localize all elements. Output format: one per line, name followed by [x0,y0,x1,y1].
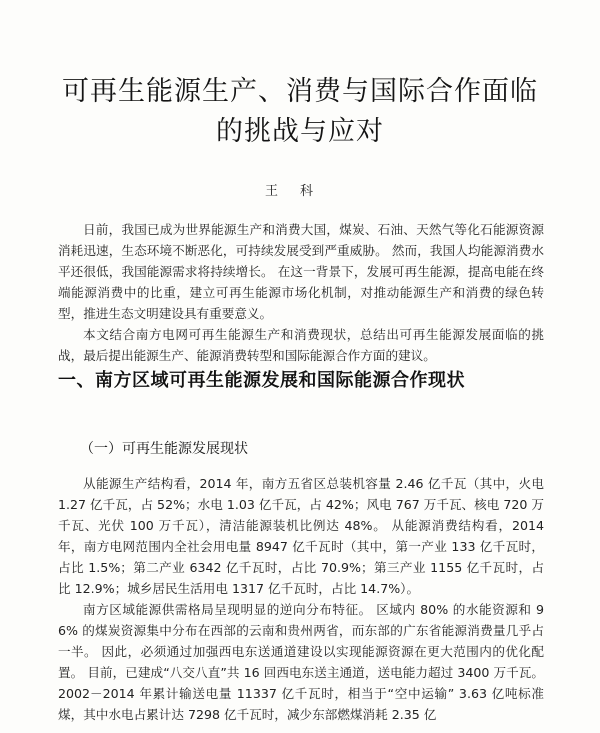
subsection-heading: （一）可再生能源发展现状 [80,441,248,457]
article-title-line-1: 可再生能源生产、消费与国际合作面临 [62,76,538,107]
body-paragraph-2: 南方区域能源供需格局呈现明显的逆向分布特征。 区域内 80% 的水能资源和 96% 的煤炭资源集中分布在西部的云南和贵州两省，而东部的广东省能源消费量几乎占一半。 因此，必须通过加强西电东送通道建设以实现能源资源在更大范围内的优化配置。 目前，已建成“八交八直”共 16 回西电东送主通道，送电能力超过 3400 万千瓦。 2002－2014 年累计输送电量 11337 亿千瓦时，相当于“空中运输” 3.63 亿吨标准煤，其中水电占累计达 7298 亿千瓦时，减少东部燃煤消耗 2.35 亿 [58,602,544,722]
intro-paragraph-2: 本文结合南方电网可再生能源生产和消费现状，总结出可再生能源发展面临的挑战，最后提出能源生产、能源消费转型和国际能源合作方面的建议。 [58,327,544,363]
section-heading: 一、南方区域可再生能源发展和国际能源合作现状 [58,370,465,391]
intro-paragraph-1: 日前，我国已成为世界能源生产和消费大国，煤炭、石油、天然气等化石能源资源消耗迅速，生态环境不断恶化，可持续发展受到严重威胁。 然而，我国人均能源消费水平还很低，我国能源需求将持续增长。 在这一背景下，发展可再生能源，提高电能在终端能源消费中的比重，建立可再生能源市场化机制，对推动能源生产和消费的绿色转型，推进生态文明建设具有重要意义。 [58,222,544,321]
body-paragraph-1: 从能源生产结构看，2014 年，南方五省区总装机容量 2.46 亿千瓦（其中，火电 1.27 亿千瓦，占 52%；水电 1.03 亿千瓦，占 42%；风电 767 万千瓦、核电 720 万千瓦、光伏 100 万千瓦），清洁能源装机比例达 48%。 从能源消费结构看，2014 年，南方电网范围内全社会用电量 8947 亿千瓦时（其中，第一产业 133 亿千瓦时，占比 1.5%；第二产业 6342 亿千瓦时，占比 70.9%；第三产业 1155 亿千瓦时，占比 12.9%；城乡居民生活用电 1317 亿千瓦时，占比 14.7%）。 [58,476,544,596]
article-title [40,72,560,152]
article-title-line-2: 的挑战与应对 [216,116,384,147]
article-author: 王科 [264,184,335,199]
